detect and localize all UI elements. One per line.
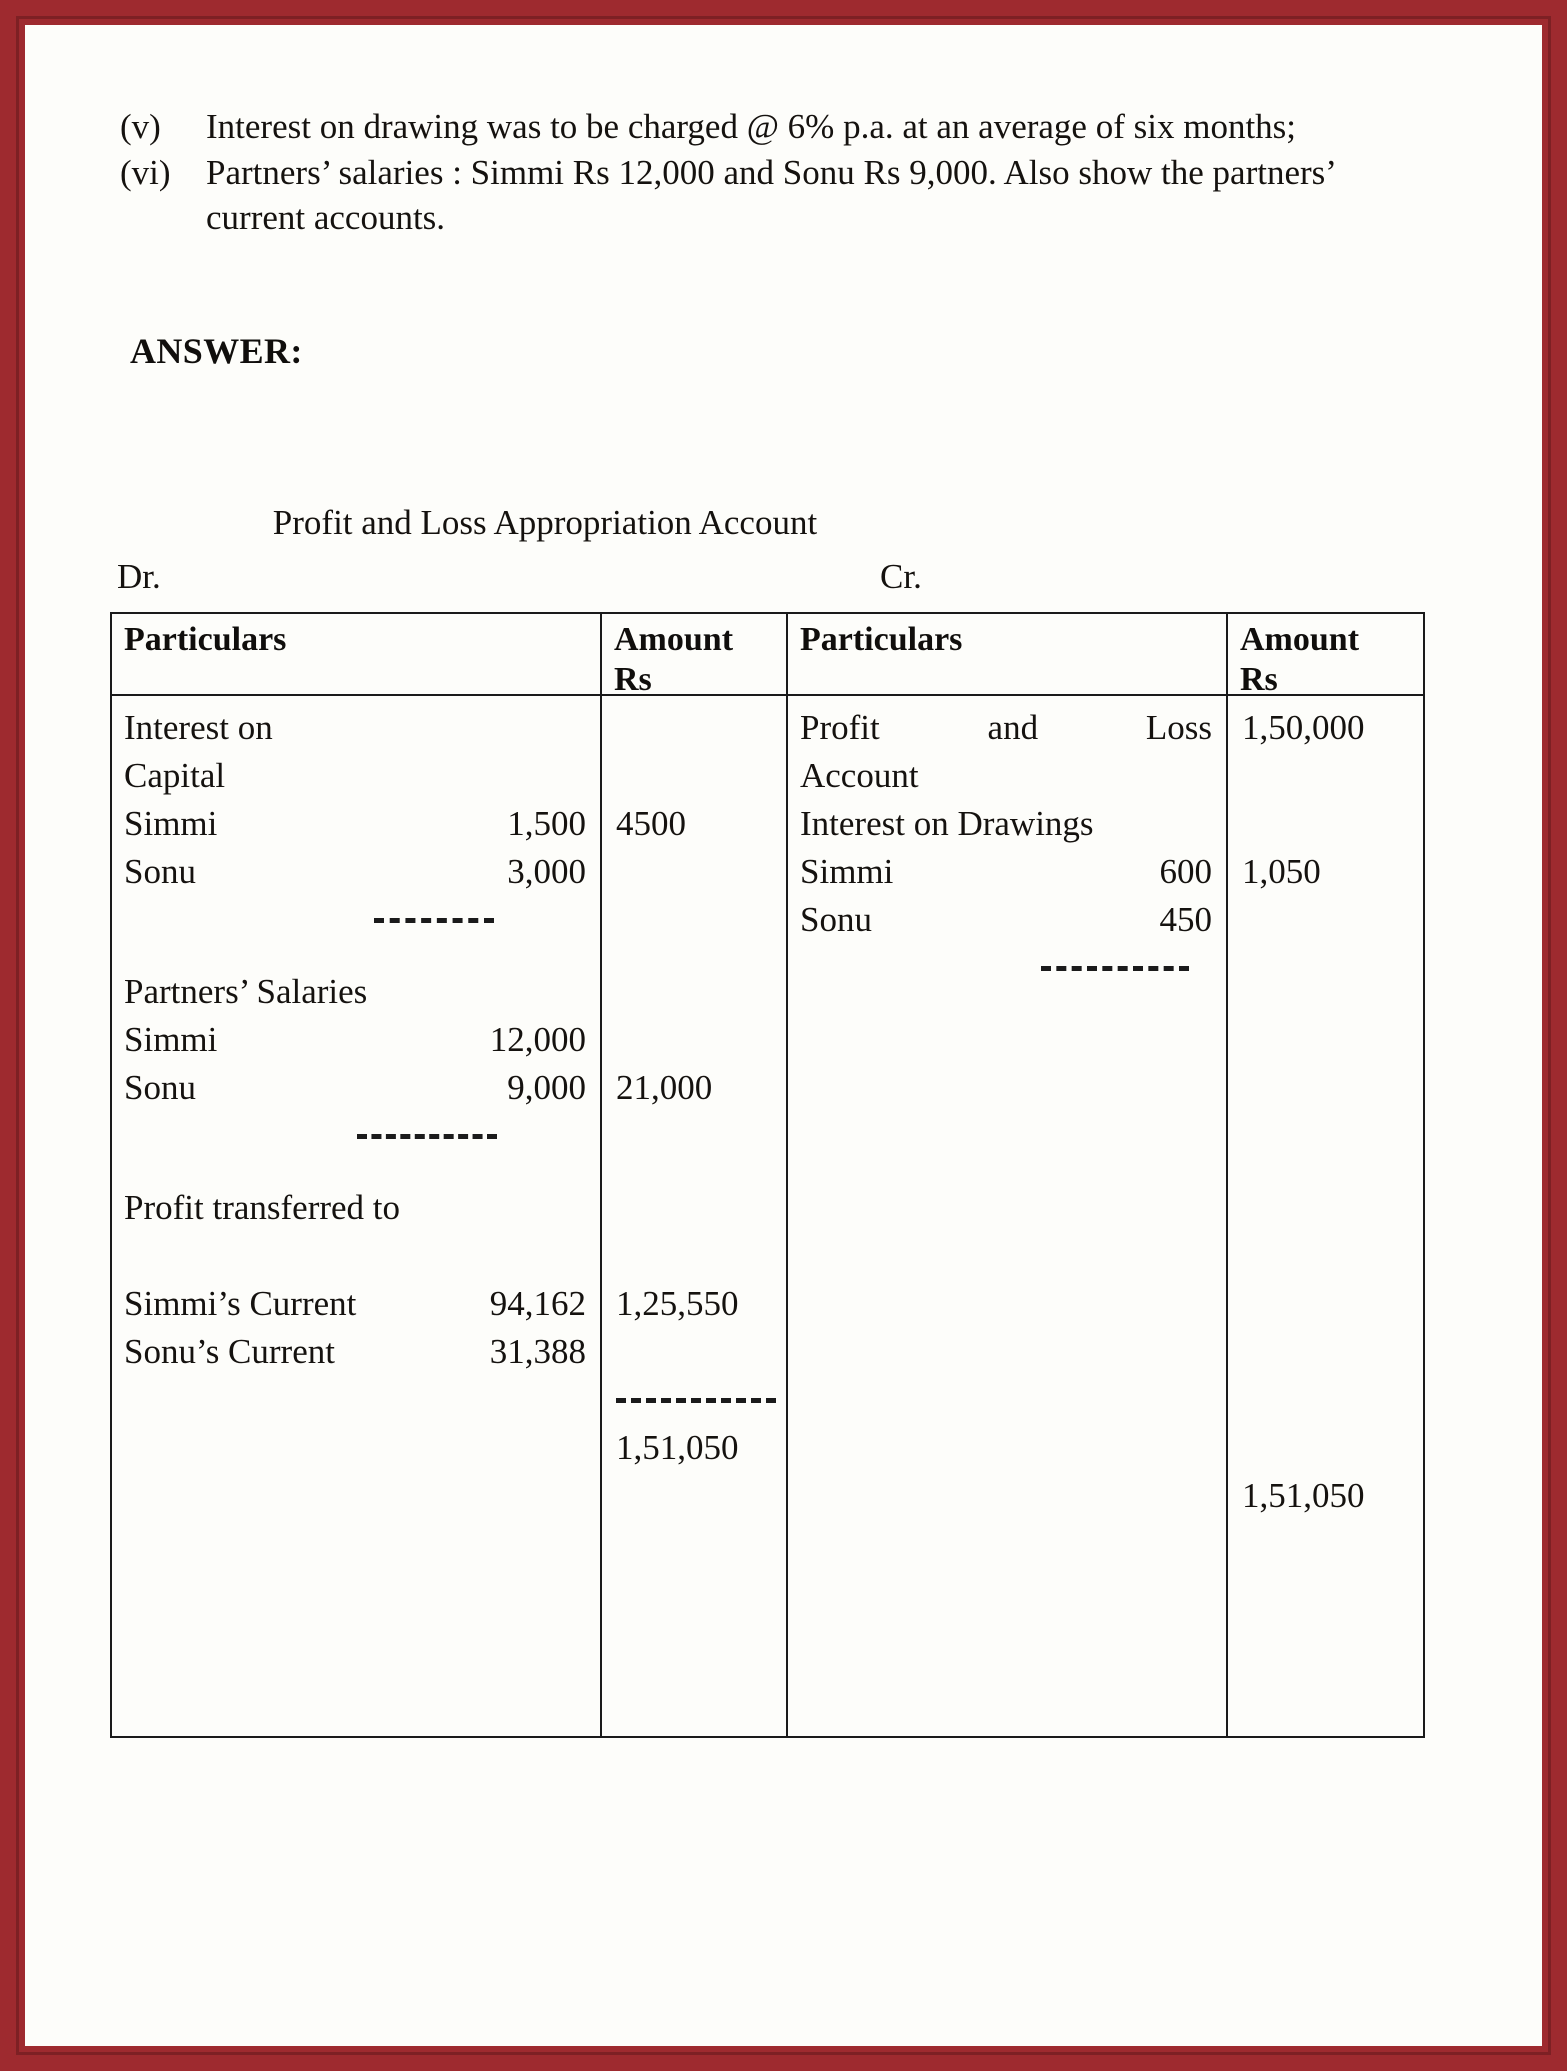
debit-partners-salaries-simmi: Simmi 12,000: [124, 1020, 586, 1059]
debit-interest-capital-sonu: Sonu 3,000: [124, 852, 586, 891]
debit-interest-capital-simmi: Simmi 1,500: [124, 804, 586, 843]
credit-profit-loss-amount: 1,50,000: [1242, 708, 1365, 747]
credit-interest-drawings-sonu: Sonu 450: [800, 900, 1212, 939]
page-sheet: [25, 25, 1542, 2046]
debit-interest-capital-title-line2: Capital: [124, 756, 226, 795]
debit-amount-cell: [600, 696, 786, 1736]
column-header-amount-credit-line1: Amount: [1240, 621, 1360, 658]
answer-heading: ANSWER:: [130, 331, 303, 371]
document-content: [25, 25, 1542, 2046]
debit-partners-salaries-underline: [112, 1112, 600, 1160]
list-item: [120, 105, 1440, 149]
debit-partners-salaries-sonu: Sonu 9,000: [124, 1068, 586, 1107]
column-header-amount-credit-line2: Rs: [1240, 660, 1278, 698]
debit-interest-capital-total: 4500: [616, 804, 686, 843]
debit-partners-salaries-title: Partners’ Salaries: [124, 972, 368, 1011]
column-header-particulars-debit: Particulars: [124, 621, 287, 658]
account-title: Profit and Loss Appropriation Account: [272, 503, 818, 542]
debit-profit-transferred-title: Profit transferred to: [124, 1188, 401, 1227]
credit-profit-loss-title-line2: Account: [800, 756, 919, 795]
table-body-row: [112, 696, 1423, 1736]
profit-loss-appropriation-table: [110, 612, 1425, 1738]
list-item: [120, 151, 1440, 240]
credit-side-label: Cr.: [880, 557, 922, 596]
list-item-marker: (v): [120, 107, 161, 146]
credit-interest-drawings-simmi: Simmi 600: [800, 852, 1212, 891]
column-header-particulars-credit: Particulars: [786, 614, 1226, 694]
debit-interest-capital-underline: [112, 896, 600, 944]
credit-interest-drawings-underline: [788, 944, 1226, 992]
debit-grand-total: 1,51,050: [616, 1428, 739, 1467]
list-item-text: Interest on drawing was to be charged @ 6% p.a. at an average of six months;: [206, 107, 1297, 146]
debit-interest-capital-title-line1: Interest on: [124, 708, 273, 747]
column-header-amount-debit-line1: Amount: [614, 621, 734, 658]
debit-profit-transferred-sonu: Sonu’s Current 31,388: [124, 1332, 586, 1371]
debit-grand-total-underline: [602, 1376, 786, 1424]
list-item-marker: (vi): [120, 153, 171, 193]
debit-profit-transferred-simmi: Simmi’s Current 94,162: [124, 1284, 586, 1323]
debit-profit-transferred-total: 1,25,550: [616, 1284, 739, 1323]
credit-grand-total: 1,51,050: [1242, 1476, 1365, 1515]
column-header-amount-credit: [1226, 614, 1423, 698]
column-header-amount-debit: [600, 614, 786, 698]
debit-particulars-cell: [112, 696, 600, 1736]
credit-profit-loss-title-line1: Profit and Loss: [800, 708, 1212, 747]
credit-amount-cell: [1226, 696, 1423, 1736]
question-list: [120, 105, 1440, 242]
credit-particulars-cell: [786, 696, 1226, 1736]
list-item-text: Partners’ salaries : Simmi Rs 12,000 and Sonu Rs 9,000. Also show the partners’ current accounts.: [206, 153, 1335, 237]
credit-interest-drawings-title: Interest on Drawings: [800, 804, 1094, 843]
credit-interest-drawings-total: 1,050: [1242, 852, 1321, 891]
debit-partners-salaries-total: 21,000: [616, 1068, 713, 1107]
table-header-row: [112, 614, 1423, 696]
debit-side-label: Dr.: [117, 557, 161, 596]
column-header-amount-debit-line2: Rs: [614, 660, 652, 698]
